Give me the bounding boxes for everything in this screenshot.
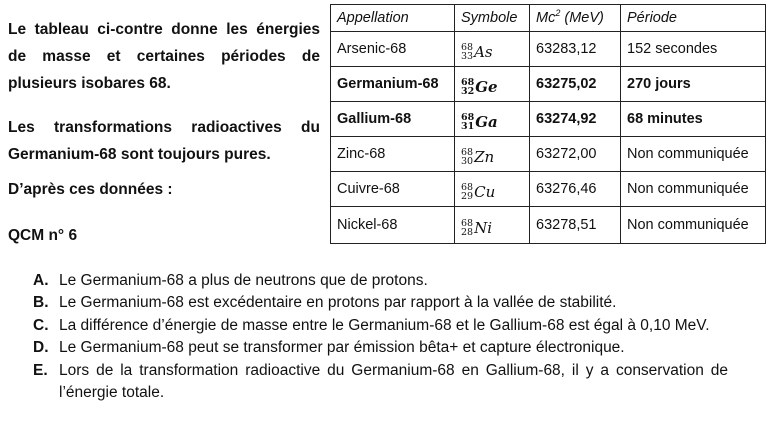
atomic-number: 33	[461, 50, 474, 62]
answer-c	[33, 315, 728, 337]
cell-name: Nickel-68	[331, 207, 455, 244]
cell-period: 152 secondes	[621, 32, 766, 67]
nuclide-symbol	[461, 183, 495, 201]
element-symbol: Ge	[475, 77, 498, 96]
mass-number: 68	[461, 76, 475, 88]
atomic-number: 30	[461, 155, 474, 167]
intro-paragraph-3: D’après ces données :	[8, 181, 173, 198]
table-row	[331, 102, 766, 137]
atomic-number: 32	[461, 85, 475, 97]
cell-symbol	[455, 172, 530, 207]
cell-symbol	[455, 67, 530, 102]
answer-letter: C.	[33, 316, 49, 334]
cell-period: 68 minutes	[621, 102, 766, 137]
element-symbol: Zn	[474, 147, 495, 166]
cell-symbol	[455, 102, 530, 137]
cell-energy: 63278,51	[530, 207, 621, 244]
cell-period: Non communiquée	[621, 137, 766, 172]
mass-number: 68	[461, 217, 474, 229]
cell-energy: 63275,02	[530, 67, 621, 102]
intro-paragraph-1: Le tableau ci-contre donne les énergies de masse et certaines périodes de plusieurs isobares 68.	[8, 21, 320, 92]
element-symbol: As	[474, 42, 493, 61]
table-header-row	[331, 5, 766, 32]
answer-letter: B.	[33, 294, 49, 312]
cell-name: Zinc-68	[331, 137, 455, 172]
cell-name: Gallium-68	[331, 102, 455, 137]
table-row	[331, 137, 766, 172]
nuclide-symbol	[461, 113, 498, 131]
answer-letter: A.	[33, 272, 49, 289]
table-row	[331, 207, 766, 244]
table-row	[331, 172, 766, 207]
answer-text: Le Germanium-68 est excédentaire en protons par rapport à la vallée de stabilité.	[59, 294, 617, 312]
answer-d	[33, 337, 728, 359]
answer-b	[33, 292, 728, 314]
element-symbol: Ni	[474, 218, 493, 237]
answer-text: Lors de la transformation radioactive du Germanium-68 en Gallium-68, il y a conservation de l’énergie totale.	[59, 361, 728, 402]
atomic-number: 28	[461, 226, 474, 238]
cell-symbol	[455, 207, 530, 244]
answer-list	[33, 270, 728, 404]
answer-text: Le Germanium-68 a plus de neutrons que de protons.	[59, 272, 428, 289]
header-energy-suffix: (MeV)	[560, 10, 604, 26]
header-energy-sup: 2	[555, 8, 561, 19]
mass-number: 68	[461, 111, 475, 123]
cell-symbol	[455, 137, 530, 172]
cell-energy: 63272,00	[530, 137, 621, 172]
answer-text: La différence d’énergie de masse entre le Germanium-68 et le Gallium-68 est égal à 0,10 MeV.	[59, 316, 710, 334]
cell-period: Non communiquée	[621, 172, 766, 207]
cell-energy: 63274,92	[530, 102, 621, 137]
answer-letter: D.	[33, 339, 49, 357]
nuclide-symbol	[461, 43, 493, 61]
table-row	[331, 67, 766, 102]
mass-number: 68	[461, 181, 474, 193]
nuclide-symbol	[461, 148, 494, 166]
isobar-table	[330, 4, 766, 244]
cell-name: Cuivre-68	[331, 172, 455, 207]
header-energy-prefix: Mc	[536, 10, 556, 26]
element-symbol: Cu	[474, 182, 496, 201]
element-symbol: Ga	[475, 112, 498, 131]
header-appellation: Appellation	[331, 5, 455, 32]
cell-symbol	[455, 32, 530, 67]
cell-energy: 63276,46	[530, 172, 621, 207]
nuclide-symbol	[461, 78, 498, 96]
header-energy	[530, 5, 621, 32]
cell-energy: 63283,12	[530, 32, 621, 67]
table-row	[331, 32, 766, 67]
mass-number: 68	[461, 41, 474, 53]
atomic-number: 29	[461, 190, 474, 202]
cell-name: Germanium-68	[331, 67, 455, 102]
atomic-number: 31	[461, 120, 475, 132]
cell-name: Arsenic-68	[331, 32, 455, 67]
answer-e	[33, 360, 728, 405]
qcm-title: QCM n° 6	[8, 227, 78, 244]
answer-text: Le Germanium-68 peut se transformer par émission bêta+ et capture électronique.	[59, 339, 625, 357]
header-periode: Période	[621, 5, 766, 32]
cell-period: 270 jours	[621, 67, 766, 102]
cell-period: Non communiquée	[621, 207, 766, 244]
header-symbole: Symbole	[455, 5, 530, 32]
mass-number: 68	[461, 146, 474, 158]
nuclide-symbol	[461, 219, 492, 237]
answer-letter: E.	[33, 361, 48, 379]
answer-a	[33, 270, 728, 292]
intro-paragraph-2: Les transformations radioactives du Germanium-68 sont toujours pures.	[8, 119, 320, 163]
